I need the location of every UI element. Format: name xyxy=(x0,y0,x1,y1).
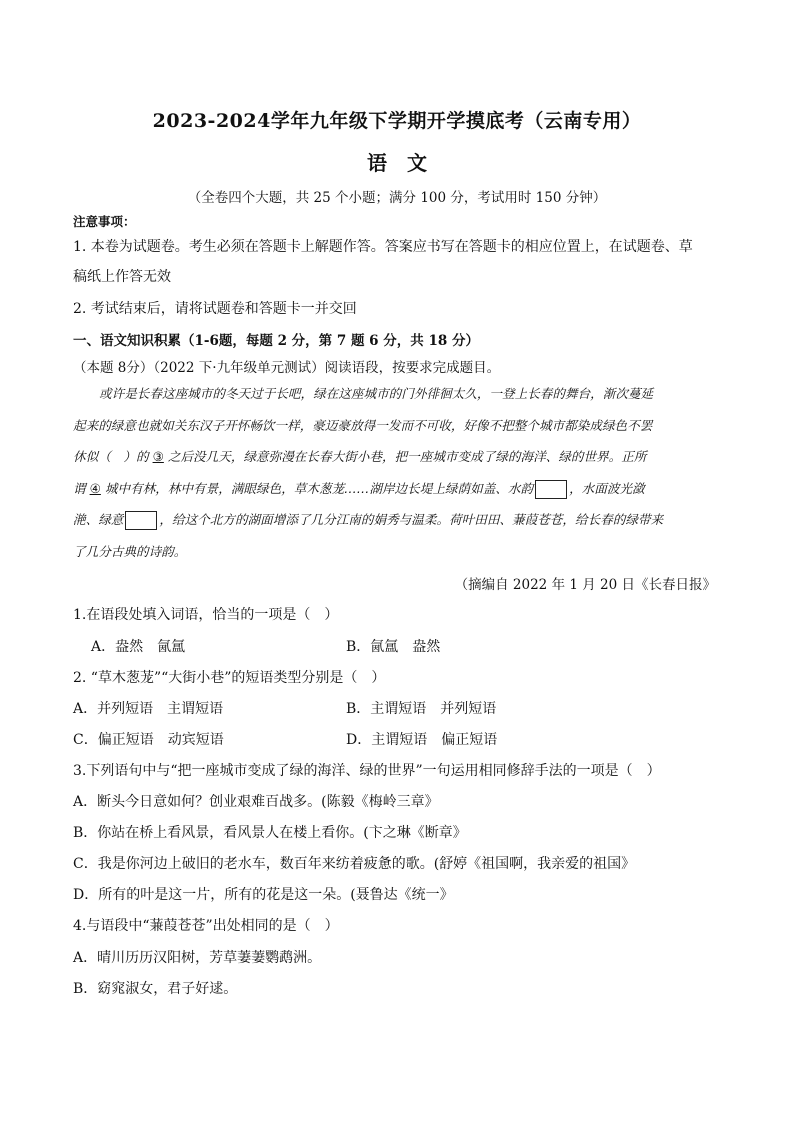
q4-stem: 4.与语段中“蒹葭苍苍”出处相同的是（ ） xyxy=(73,918,339,934)
notice-item-1-line-1: 1. 本卷为试题卷。考生必须在答题卡上解题作答。答案应书写在答题卡的相应位置上，在试题卷、草 xyxy=(73,239,693,255)
reading-passage xyxy=(73,378,723,567)
passage-line-2: 起来的绿意也就如关东汉子开怀畅饮一样，豪迈豪放得一发而不可收，好像不把整个城市都染成绿色不罢 xyxy=(73,417,653,433)
q2-option-a: A．并列短语 主谓短语 xyxy=(73,701,224,717)
q1-stem: 1.在语段处填入词语，恰当的一项是（ ） xyxy=(73,607,339,623)
section-1-heading: 一、语文知识积累（1-6题，每题 2 分，第 7 题 6 分，共 18 分） xyxy=(73,333,479,349)
passage-line-3: 休似（ ）的 ③ 之后没几天，绿意弥漫在长春大街小巷，把一座城市变成了绿的海洋、绿的世界。正所 xyxy=(73,441,723,473)
section-1-intro: （本题 8分）（2022 下·九年级单元测试）阅读语段，按要求完成题目。 xyxy=(73,360,501,376)
passage-line-5: 滟、绿意 ，给这个北方的湖面增添了几分江南的娟秀与温柔。荷叶田田、蒹葭苍苍，给长春的绿带来 xyxy=(73,504,723,536)
blank-box-2 xyxy=(125,511,157,530)
q3-option-c: C．我是你河边上破旧的老水车，数百年来纺着疲惫的歌。(舒婷《祖国啊，我亲爱的祖国》 xyxy=(73,856,636,872)
q4-option-b: B．窈窕淑女，君子好逑。 xyxy=(73,981,238,997)
notice-heading: 注意事项： xyxy=(73,214,136,229)
blank-3: ③ xyxy=(152,449,164,464)
passage-line-4: 谓 ④ 城中有林，林中有景，满眼绿色，草木葱茏……湖岸边长堤上绿荫如盖、水韵 ，水面波光潋 xyxy=(73,473,723,505)
subject-title: 语 文 xyxy=(367,151,427,175)
blank-4: ④ xyxy=(89,480,101,496)
passage-line-1: 或许是长春这座城市的冬天过于长吧，绿在这座城市的门外徘徊太久，一登上长春的舞台，渐次蔓延 xyxy=(99,386,654,401)
q3-option-a: A．断头今日意如何？创业艰难百战多。(陈毅《梅岭三章》 xyxy=(73,794,439,810)
blank-box-1 xyxy=(535,480,567,499)
q2-option-c: C．偏正短语 动宾短语 xyxy=(73,732,224,748)
q3-option-d: D．所有的叶是这一片，所有的花是这一朵。(聂鲁达《统一》 xyxy=(73,887,454,903)
passage-source: （摘编自 2022 年 1 月 20 日《长春日报》 xyxy=(454,577,716,593)
q1-option-a: A．盎然 氤氲 xyxy=(91,639,186,655)
q2-option-b: B．主谓短语 并列短语 xyxy=(346,701,497,717)
q4-option-a: A．晴川历历汉阳树，芳草萋萋鹦鹉洲。 xyxy=(73,950,322,966)
passage-line-6: 了几分古典的诗韵。 xyxy=(73,543,187,559)
q3-stem: 3.下列语句中与“把一座城市变成了绿的海洋、绿的世界”一句运用相同修辞手法的一项是（ ） xyxy=(73,763,661,779)
exam-info: （全卷四个大题，共 25 个小题；满分 100 分，考试用时 150 分钟） xyxy=(187,190,607,206)
notice-item-1-line-2: 稿纸上作答无效 xyxy=(73,269,171,285)
q3-option-b: B．你站在桥上看风景，看风景人在楼上看你。(卞之琳《断章》 xyxy=(73,825,467,841)
q2-option-d: D．主谓短语 偏正短语 xyxy=(346,732,498,748)
q2-stem: 2. “草木葱茏”“大街小巷”的短语类型分别是（ ） xyxy=(73,670,386,686)
notice-item-2: 2. 考试结束后，请将试题卷和答题卡一并交回 xyxy=(73,301,357,317)
exam-title: 2023-2024学年九年级下学期开学摸底考（云南专用） xyxy=(152,110,642,132)
q1-option-b: B．氤氲 盎然 xyxy=(346,639,441,655)
